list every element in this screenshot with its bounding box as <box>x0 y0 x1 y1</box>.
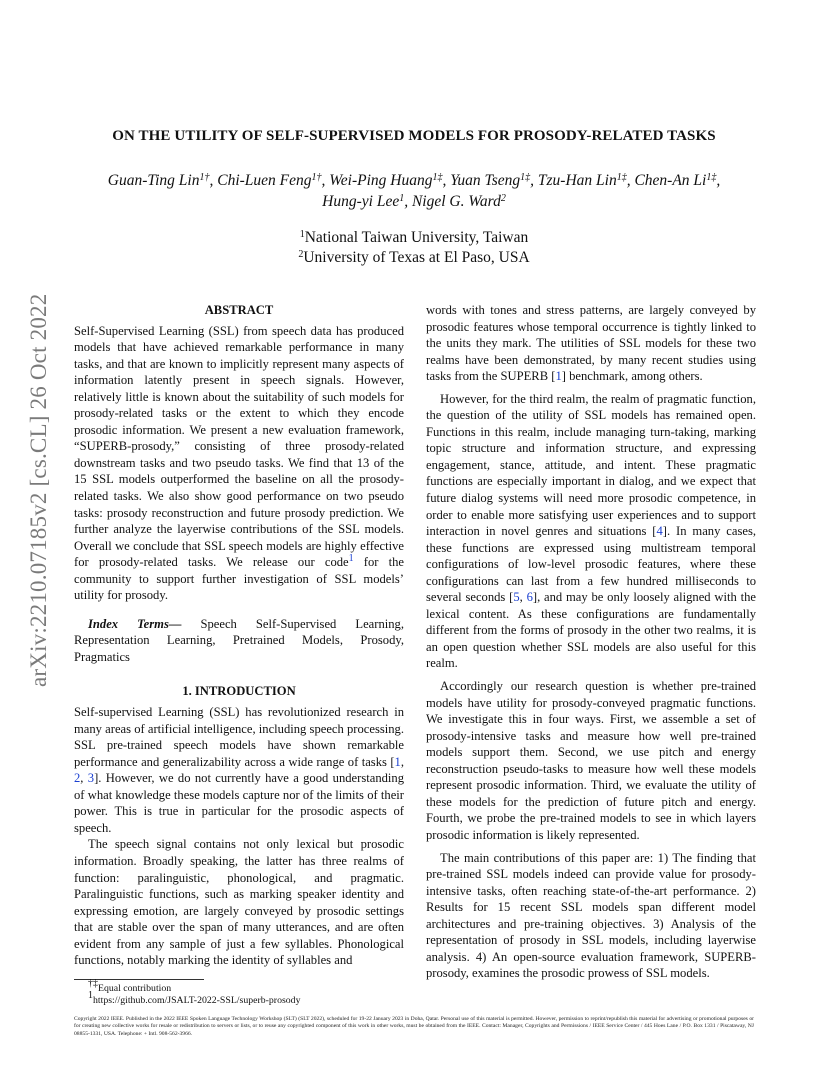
intro-paragraph: However, for the third realm, the realm of pragmatic function, the question of the utility of SSL models has remained open. Functions in this realm, include managing turn-taking, marking topic structure and information structure, and expressing engagement, stance, attitude, and intent. These pragmatic functions are especially important in dialog, and we expect that future dialog systems will need more prosodic competence, in order to enable more satisfying user experiences and to support interaction in novel genres and situations [4]. In many cases, these functions are expressed using multistream temporal configurations of low-level prosodic features, where these configurations can last from a few hundred milliseconds to several seconds [5, 6], and may be only loosely aligned with the lexical content. As these configurations are fundamentally different from the forms of prosody in the other two realms, it is an open question whether SSL models are also useful for this realm. <box>426 391 756 671</box>
author: Hung-yi Lee <box>322 193 400 210</box>
left-column <box>74 302 404 1007</box>
right-column <box>426 302 756 982</box>
citation-link[interactable]: 5 <box>513 590 520 605</box>
author: Tzu-Han Lin <box>537 172 617 189</box>
paper-title: ON THE UTILITY OF SELF-SUPERVISED MODELS FOR PROSODY-RELATED TASKS <box>112 128 716 144</box>
arxiv-identifier: arXiv:2210.07185v2 [cs.CL] 26 Oct 2022 <box>26 293 51 687</box>
author: Nigel G. Ward <box>411 193 501 210</box>
author-mark: 1 <box>399 193 405 204</box>
author: Chi-Luen Feng <box>217 172 312 189</box>
introduction-heading: 1. INTRODUCTION <box>182 684 296 699</box>
citation-link[interactable]: 2 <box>74 771 81 786</box>
citation-link[interactable]: 1 <box>555 369 562 384</box>
affiliation <box>74 248 754 268</box>
intro-paragraph: Self-supervised Learning (SSL) has revolutionized research in many areas of artificial intelligence, including speech processing. SSL pre-trained speech models have shown remarkable performance and generalizability across a wide range of tasks [1, 2, 3]. However, we do not currently have a good understanding of what knowledge these models capture nor of the limits of their power. This is true in particular for the prosodic aspects of speech. <box>74 705 405 835</box>
citation-link[interactable]: 3 <box>87 771 95 786</box>
author-list: Guan-Ting Lin$^{1\dagger}$, Chi-Luen Feng$^{1\dagger}$, Wei-Ping Huang$^{1\ddagger}$, Yuan Tseng$^{1\ddagger}$, Tzu-Han Lin$^{1\ddagger}$, Chen-An $Li^{1\ddagger}$, Hung-yi Lee$^1$, Nigel G. Ward$^2$ <box>107 172 721 210</box>
author: Guan-Ting Lin <box>107 172 200 189</box>
footnote-link[interactable]: 1 <box>348 553 354 565</box>
copyright-notice: Copyright 2022 IEEE. Published in the 2022 IEEE Spoken Language Technology Workshop (SLT) (SLT 2022), scheduled for 19-22 January 2023 in Doha, Qatar. Personal use of this material is permitted. However, permission to reprint/republish this material for advertising or promotional purposes or for creating new collective works for resale or redistribution to servers or lists, or to reuse any copyrighted component of this work in other works, must be obtained from the IEEE. Contact: Manager, Copyrights and Permissions / IEEE Service Center / 445 Hoes Lane / P.O. Box 1331 / Piscataway, NJ 08855-1331, USA. Telephone: + Intl. 908-562-3966. <box>74 1016 754 1037</box>
affiliation-list <box>74 228 754 268</box>
author-mark: 1‡ <box>432 172 443 183</box>
author-mark: 1‡ <box>520 172 531 183</box>
intro-paragraph: The speech signal contains not only lexical but prosodic information. Broadly speaking, the latter has three realms of function: paralinguistic, phonological, and pragmatic. Paralinguistic functions, such as marking speaker identity and expressing emotion, are largely conveyed by prosodic settings that are stable over the span of many utterances, and are often evident from any sample of just a few syllables. Phonological functions, notably marking the identity of syllables and <box>74 837 404 968</box>
intro-paragraph: words with tones and stress patterns, are largely conveyed by prosodic features whose temporal occurrence is tightly linked to the units they mark. The utilities of SSL models for these two realms have been demonstrated, by many recent studies using tasks from the SUPERB [1] benchmark, among others. <box>426 303 756 384</box>
affiliation <box>74 228 754 248</box>
author: Chen-An Li <box>634 172 707 189</box>
abstract-text: Self-Supervised Learning (SSL) from speech data has produced models that have achieved remarkable performance in many tasks, and that are known to implicitly represent many aspects of information latently present in speech signals. However, relatively little is known about the suitability of such models for prosody-related tasks or the extent to which they encode prosodic information. We present a new evaluation framework, “SUPERB-prosody,” consisting of three prosody-related downstream tasks and two pseudo tasks. We find that 13 of the 15 SSL models outperformed the baseline on all the prosody-related tasks. We also show good performance on two pseudo tasks: prosody reconstruction and future prosody prediction. We further analyze the layerwise contributions of the SSL models. Overall we conclude that SSL speech models are highly effective for prosody-related tasks. We release our code$^1$ for the community to support further investigation of SSL models’ utility for prosody. <box>74 323 404 603</box>
footnote: †‡Equal contribution <box>88 977 172 994</box>
index-terms-label: Index Terms— <box>88 616 182 631</box>
index-terms: Index Terms— Speech Self-Supervised Learning, Representation Learning, Pretrained Models, Prosody, Pragmatics <box>74 616 404 664</box>
affiliation-name: National Taiwan University, Taiwan <box>304 229 529 246</box>
author-mark: 2 <box>500 193 506 204</box>
citation-link[interactable]: 6 <box>526 590 533 605</box>
abstract-heading: ABSTRACT <box>204 303 274 317</box>
citation-link[interactable]: 1 <box>394 754 401 769</box>
affiliation-mark: 1 <box>299 229 305 240</box>
code-url-link[interactable]: https://github.com/JSALT-2022-SSL/superb-prosody <box>93 994 301 1006</box>
author-mark: 1‡ <box>616 172 627 183</box>
intro-paragraph: Accordingly our research question is whether pre-trained models have utility for prosody-conveyed pragmatic functions. We investigate this in four ways. First, we assemble a set of prosody-intensive tasks and measure how well pre-trained models support them. Second, we use pitch and energy reconstruction pseudo-tasks to measure how well these models represent prosodic information. Third, we evaluate the utility of these models for the prediction of future pitch and energy. Fourth, we probe the pre-trained models to see in which layers prosodic information is likely represented. <box>426 679 756 842</box>
author-mark: 1† <box>311 172 322 183</box>
author: Yuan Tseng <box>450 172 521 189</box>
intro-paragraph: The main contributions of this paper are: 1) The finding that pre-trained SSL models indeed can provide value for prosody-intensive tasks, often reaching state-of-the-art performance. 2) Results for 15 recent SSL models span different model architectures and pre-training objectives. 3) Analysis of the representation of prosody in SSL models, including layerwise analysis. 4) An open-source evaluation framework, SUPERB-prosody, examines the prosodic prowess of SSL models. <box>426 850 756 981</box>
footnote: $^1$https://github.com/JSALT-2022-SSL/superb-prosody <box>88 989 301 1006</box>
author-mark: 1‡ <box>706 172 717 183</box>
citation-link[interactable]: 4 <box>656 524 663 539</box>
affiliation-mark: 2 <box>298 249 304 260</box>
author-mark: 1† <box>199 172 210 183</box>
affiliation-name: University of Texas at El Paso, USA <box>303 249 530 266</box>
author: Wei-Ping Huang <box>329 172 433 189</box>
